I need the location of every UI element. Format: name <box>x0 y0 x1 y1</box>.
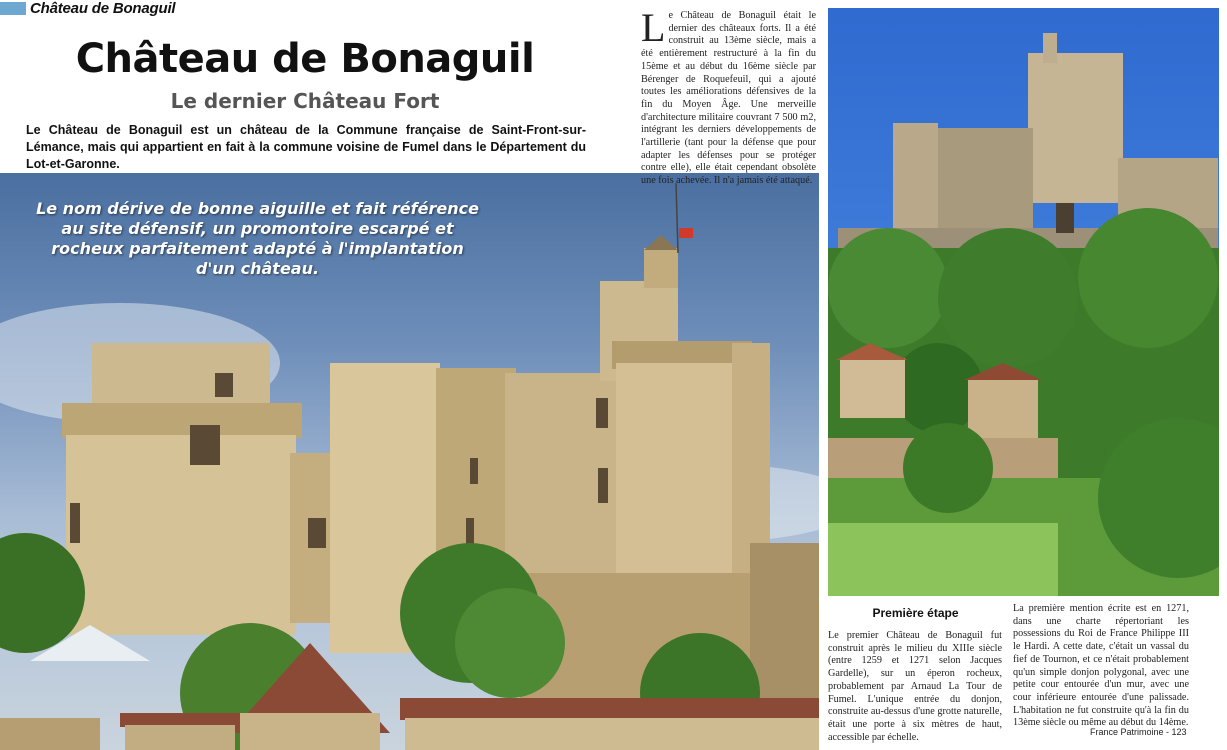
first-stage-paragraph-2: La première mention écrite est en 1271, dans une charte répertoriant les possessions du Roi de France Philippe III le Hardi. A cette date, c'était un vassal du fief de Tournon, et ce n'était probablement qu'un simple donjon polygonal, avec une petite cour entourée d'un mur, avec une cour inférieure entourée d'une palissade. L'habitation ne fut construite qu'à la fin du 13ème siècle ou même au début du 14ème. <box>1013 603 1189 729</box>
castle-hill-illustration <box>828 8 1219 596</box>
intro-paragraph <box>641 5 816 188</box>
section-tab <box>0 0 175 17</box>
photo-caption: Le nom dérive de bonne aiguille et fait référence au site défensif, un promontoire escarpé et rocheux parfaitement adapté à l'implantation d'un château. <box>36 199 479 278</box>
article-title: Château de Bonaguil <box>75 36 535 82</box>
intro-text: e Château de Bonaguil était le dernier des châteaux forts. Il a été construit au 13ème siècle, mais a été entièrement restructuré à la fin du 15ème et au début du 16ème siècle par Bérenger de Roquefeuil, qui a ajouté toutes les améliorations défensives de la fin du Moyen Âge. Une merveille d'architecture militaire couvrant 7 500 m2, intégrant les derniers développements de l'artillerie (tant pour la défense que pour adapter les défenses pour se protéger contre elle), elle était cependant obsolète une fois achevée. Il n'a jamais été attaqué. <box>641 10 816 187</box>
section-color-bar <box>0 2 26 15</box>
first-stage-paragraph-1: Le premier Château de Bonaguil fut construit après le milieu du XIIIe siècle (entre 1259 et 1271 selon Jacques Gardelle), sur un éperon rocheux, probablement par Arnaud La Tour de Fumel. L'unique entrée du donjon, construite au-dessus d'une grotte naturelle, était une porte à six mètres de haut, accessible par échelle. <box>828 630 1002 743</box>
secondary-castle-photo <box>828 8 1219 596</box>
article-lead: Le Château de Bonaguil est un château de la Commune française de Saint-Front-sur-Lémance, mais qui appartient en fait à la commune voisine de Fumel dans le Département du Lot-et-Garonne. <box>26 123 586 171</box>
section-label: Château de Bonaguil <box>30 0 176 17</box>
drop-cap: L <box>641 5 666 50</box>
article-subtitle: Le dernier Château Fort <box>170 89 440 113</box>
main-castle-photo <box>0 173 819 750</box>
page-folio: France Patrimoine - 123 <box>1090 727 1187 737</box>
section-heading: Première étape <box>872 606 959 620</box>
